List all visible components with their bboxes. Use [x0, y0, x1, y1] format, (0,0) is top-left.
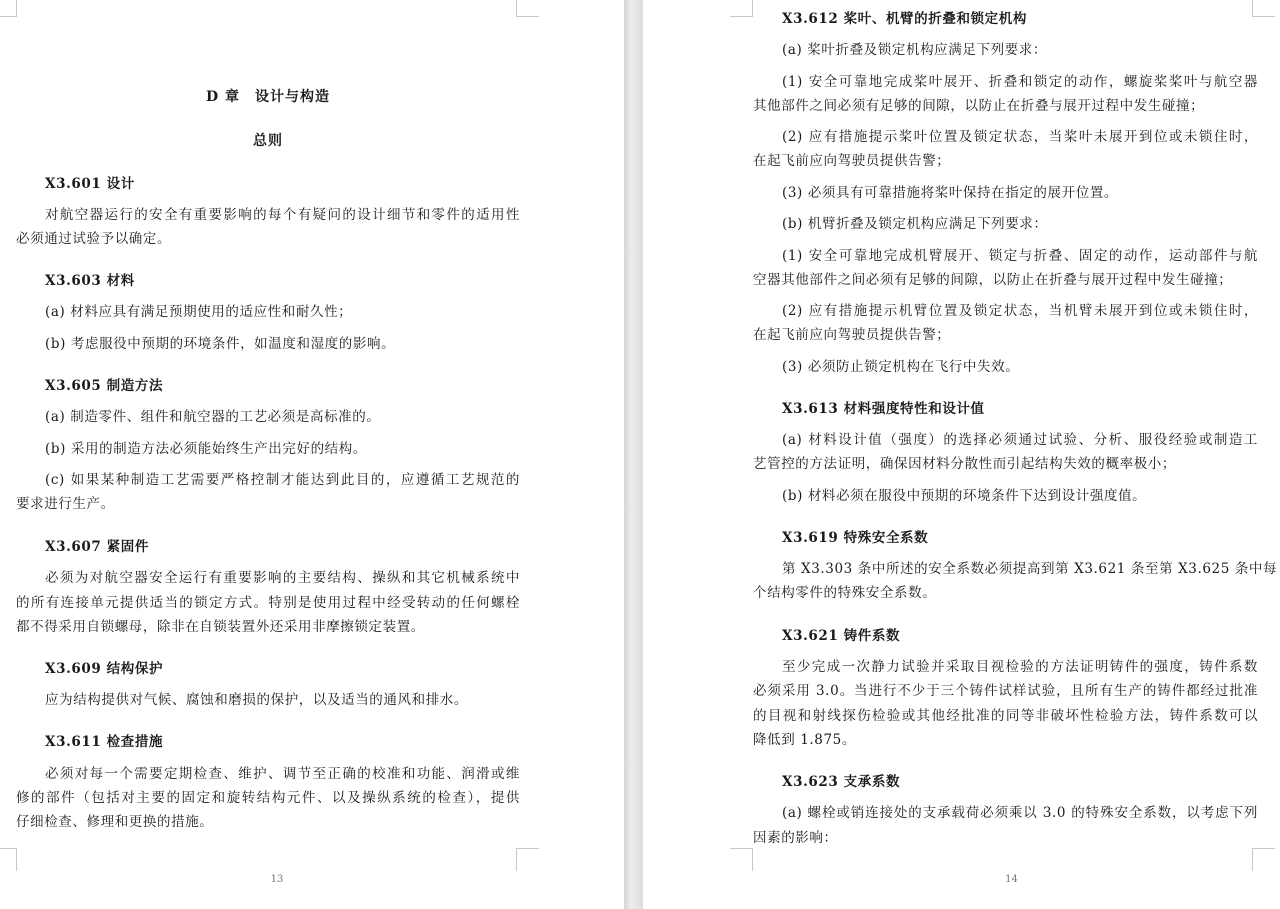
crop-mark — [730, 848, 753, 871]
paragraph-line: 降低到 1.875。 — [753, 732, 856, 748]
document-page-left — [0, 0, 624, 909]
list-item: (b) 考虑服役中预期的环境条件，如温度和湿度的影响。 — [45, 336, 396, 352]
paragraph-line: 必须为对航空器安全运行有重要影响的主要结构、操纵和其它机械系统中 — [45, 570, 520, 586]
paragraph-line: 空器其他部件之间必须有足够的间隙，以防止在折叠与展开过程中发生碰撞； — [753, 272, 1233, 288]
list-item: (a) 材料设计值（强度）的选择必须通过试验、分析、服役经验或制造工 — [782, 432, 1258, 448]
list-item: (c) 如果某种制造工艺需要严格控制才能达到此目的，应遵循工艺规范的 — [45, 472, 520, 488]
paragraph-line: 艺管控的方法证明，确保因材料分散性而引起结构失效的概率极小； — [753, 456, 1176, 472]
paragraph-line: 都不得采用自锁螺母，除非在自锁装置外还采用非摩擦锁定装置。 — [16, 619, 425, 635]
list-item: (b) 机臂折叠及锁定机构应满足下列要求： — [782, 216, 1048, 232]
clause-heading-605: X3.605 制造方法 — [45, 378, 164, 394]
paragraph-line: 修的部件（包括对主要的固定和旋转结构元件、以及操纵系统的检查），提供 — [16, 790, 520, 806]
list-item: (2) 应有措施提示桨叶位置及锁定状态，当桨叶未展开到位或未锁住时， — [782, 129, 1258, 145]
paragraph-line: 因素的影响： — [753, 830, 838, 846]
page-number: 14 — [1005, 874, 1018, 885]
list-item: (1) 安全可靠地完成桨叶展开、折叠和锁定的动作，螺旋桨桨叶与航空器 — [782, 74, 1258, 90]
paragraph-line: 必须通过试验予以确定。 — [16, 231, 172, 247]
paragraph-line: 至少完成一次静力试验并采取目视检验的方法证明铸件的强度，铸件系数 — [782, 659, 1258, 675]
clause-heading-621: X3.621 铸件系数 — [782, 628, 901, 644]
list-item: (a) 材料应具有满足预期使用的适应性和耐久性； — [45, 304, 353, 320]
crop-mark — [1252, 848, 1275, 871]
crop-mark — [0, 848, 17, 871]
clause-heading-612: X3.612 桨叶、机臂的折叠和锁定机构 — [782, 11, 1027, 27]
paragraph-line: 对航空器运行的安全有重要影响的每个有疑问的设计细节和零件的适用性 — [45, 207, 520, 223]
list-item: (a) 螺栓或销连接处的支承载荷必须乘以 3.0 的特殊安全系数，以考虑下列 — [782, 805, 1258, 821]
paragraph-line: 在起飞前应向驾驶员提供告警； — [753, 153, 951, 169]
list-item: (3) 必须具有可靠措施将桨叶保持在指定的展开位置。 — [782, 185, 1119, 201]
paragraph-line: 要求进行生产。 — [16, 496, 115, 512]
list-item: (a) 制造零件、组件和航空器的工艺必须是高标准的。 — [45, 409, 381, 425]
clause-heading-607: X3.607 紧固件 — [45, 539, 149, 555]
crop-mark — [0, 0, 17, 17]
clause-heading-601: X3.601 设计 — [45, 176, 135, 192]
list-item: (a) 桨叶折叠及锁定机构应满足下列要求： — [782, 42, 1047, 58]
paragraph-line: 第 X3.303 条中所述的安全系数必须提高到第 X3.621 条至第 X3.625 条中每 — [782, 561, 1278, 577]
clause-heading-603: X3.603 材料 — [45, 273, 135, 289]
list-item: (1) 安全可靠地完成机臂展开、锁定与折叠、固定的动作，运动部件与航 — [782, 248, 1258, 264]
clause-heading-609: X3.609 结构保护 — [45, 661, 164, 677]
paragraph-line: 其他部件之间必须有足够的间隙，以防止在折叠与展开过程中发生碰撞； — [753, 98, 1205, 114]
clause-heading-613: X3.613 材料强度特性和设计值 — [782, 401, 985, 417]
crop-mark — [730, 0, 753, 17]
crop-mark — [516, 848, 539, 871]
paragraph-line: 的目视和射线探伤检验或其他经批准的同等非破坏性检验方法，铸件系数可以 — [753, 708, 1258, 724]
page-gutter — [624, 0, 643, 909]
list-item: (2) 应有措施提示机臂位置及锁定状态，当机臂未展开到位或未锁住时， — [782, 303, 1258, 319]
list-item: (b) 材料必须在服役中预期的环境条件下达到设计强度值。 — [782, 488, 1147, 504]
crop-mark — [516, 0, 539, 17]
clause-heading-611: X3.611 检查措施 — [45, 734, 164, 750]
paragraph-line: 的所有连接单元提供适当的锁定方式。特别是使用过程中经受转动的任何螺栓 — [16, 595, 520, 611]
section-title: 总则 — [253, 133, 283, 149]
list-item: (b) 采用的制造方法必须能始终生产出完好的结构。 — [45, 441, 367, 457]
chapter-title: D 章 设计与构造 — [205, 89, 330, 105]
document-page-right — [643, 0, 1280, 909]
paragraph-line: 必须对每一个需要定期检查、维护、调节至正确的校准和功能、润滑或维 — [45, 766, 520, 782]
clause-heading-623: X3.623 支承系数 — [782, 774, 901, 790]
paragraph-line: 必须采用 3.0。当进行不少于三个铸件试样试验，且所有生产的铸件都经过批准 — [753, 683, 1258, 699]
paragraph-line: 仔细检查、修理和更换的措施。 — [16, 814, 214, 830]
list-item: (3) 必须防止锁定机构在飞行中失效。 — [782, 359, 1020, 375]
page-number: 13 — [270, 874, 284, 885]
paragraph-line: 在起飞前应向驾驶员提供告警； — [753, 327, 951, 343]
paragraph-line: 个结构零件的特殊安全系数。 — [753, 585, 937, 601]
paragraph-line: 应为结构提供对气候、腐蚀和磨损的保护，以及适当的通风和排水。 — [45, 692, 468, 708]
clause-heading-619: X3.619 特殊安全系数 — [782, 530, 929, 546]
